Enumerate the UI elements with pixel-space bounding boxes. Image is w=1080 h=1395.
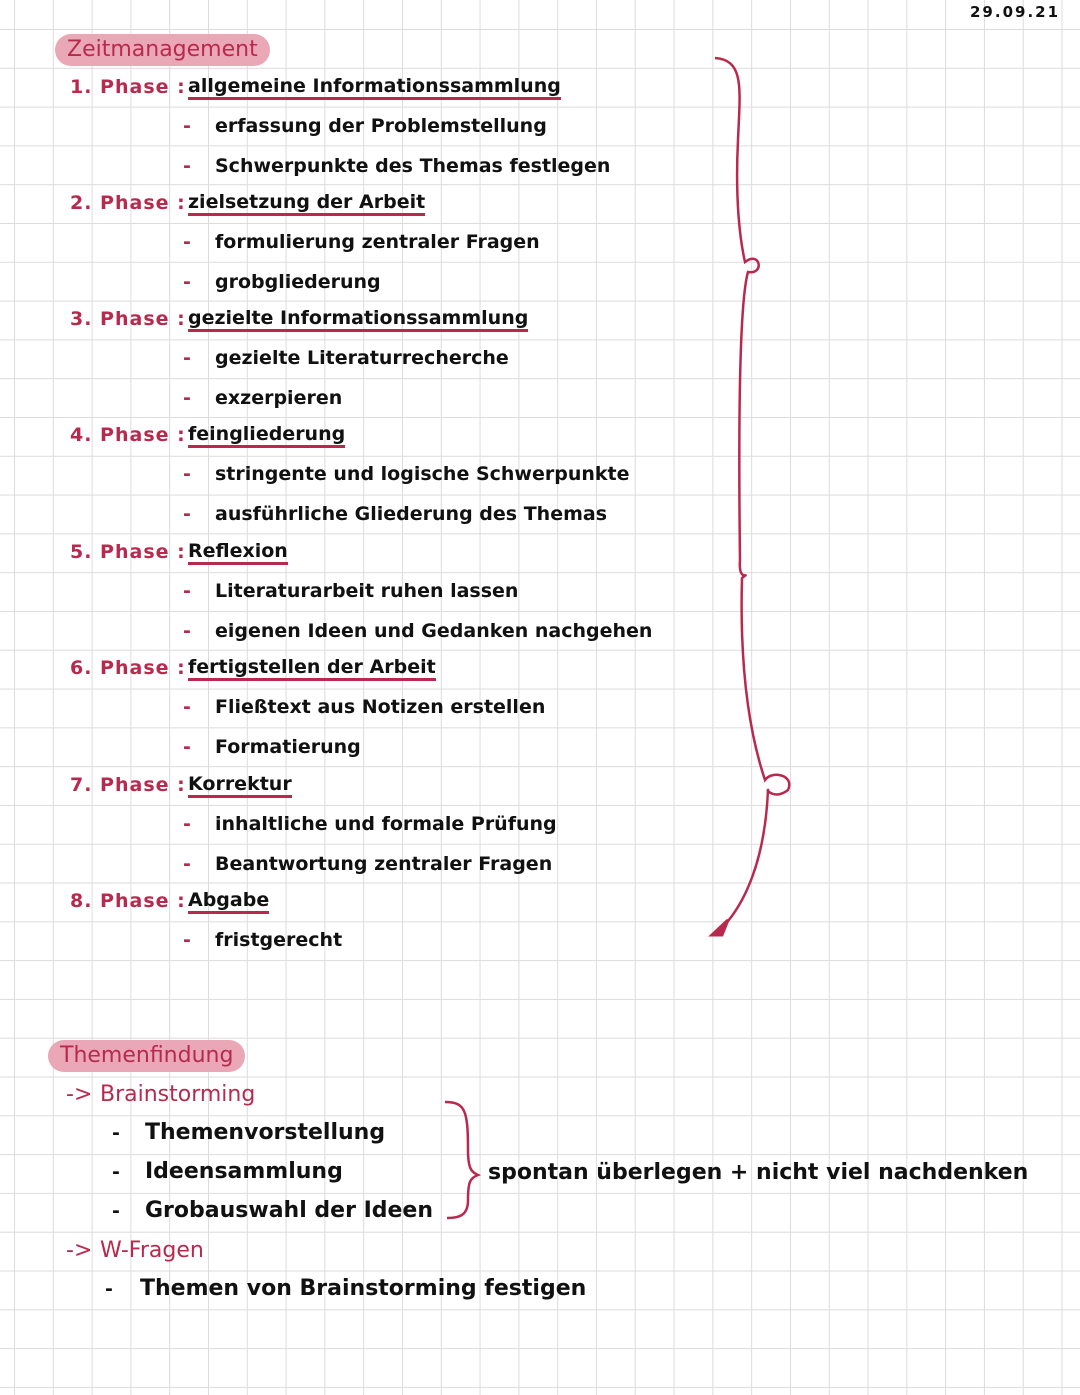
list-item: Fließtext aus Notizen erstellen bbox=[215, 696, 546, 718]
phase-topic: gezielte Informationssammlung bbox=[188, 309, 528, 332]
dash: - bbox=[183, 387, 191, 409]
dash: - bbox=[183, 853, 191, 875]
list-item: stringente und logische Schwerpunkte bbox=[215, 463, 630, 485]
dash: - bbox=[183, 347, 191, 369]
phase-label: 1. Phase : bbox=[70, 76, 186, 98]
list-item: Schwerpunkte des Themas festlegen bbox=[215, 155, 611, 177]
phase-topic: allgemeine Informationssammlung bbox=[188, 77, 561, 100]
section-title-zeitmanagement: Zeitmanagement bbox=[55, 34, 270, 66]
dash: - bbox=[183, 271, 191, 293]
phase-label: 4. Phase : bbox=[70, 424, 186, 446]
dash: - bbox=[112, 1200, 120, 1222]
list-item: Ideensammlung bbox=[145, 1159, 343, 1184]
dash: - bbox=[183, 580, 191, 602]
phase-label: 5. Phase : bbox=[70, 541, 186, 563]
curly-brace bbox=[715, 58, 789, 930]
phase-topic: fertigstellen der Arbeit bbox=[188, 658, 436, 681]
dash: - bbox=[112, 1122, 120, 1144]
list-item: Beantwortung zentraler Fragen bbox=[215, 853, 553, 875]
phase-label: 7. Phase : bbox=[70, 774, 186, 796]
phase-topic: feingliederung bbox=[188, 425, 345, 448]
arrow-head-icon bbox=[712, 920, 728, 935]
phase-topic: Abgabe bbox=[188, 891, 269, 914]
list-item: erfassung der Problemstellung bbox=[215, 115, 547, 137]
brainstorming-note: spontan überlegen + nicht viel nachdenken bbox=[488, 1160, 1029, 1185]
list-item: Grobauswahl der Ideen bbox=[145, 1198, 434, 1223]
list-item: Themenvorstellung bbox=[145, 1120, 386, 1145]
phase-topic: Korrektur bbox=[188, 775, 292, 798]
dash: - bbox=[183, 813, 191, 835]
dash: - bbox=[183, 503, 191, 525]
list-item: fristgerecht bbox=[215, 929, 343, 951]
list-item: formulierung zentraler Fragen bbox=[215, 231, 540, 253]
dash: - bbox=[183, 696, 191, 718]
dash: - bbox=[183, 463, 191, 485]
list-item: gezielte Literaturrecherche bbox=[215, 347, 509, 369]
list-item: Themen von Brainstorming festigen bbox=[140, 1276, 587, 1301]
phase-label: 8. Phase : bbox=[70, 890, 186, 912]
arrow-icon: -> bbox=[66, 1082, 93, 1107]
arrow-icon: -> bbox=[66, 1238, 93, 1263]
phase-label: 3. Phase : bbox=[70, 308, 186, 330]
dash: - bbox=[183, 115, 191, 137]
phase-label: 6. Phase : bbox=[70, 657, 186, 679]
dash: - bbox=[183, 736, 191, 758]
list-item: inhaltliche und formale Prüfung bbox=[215, 813, 557, 835]
list-item: Formatierung bbox=[215, 736, 361, 758]
list-item: eigenen Ideen und Gedanken nachgehen bbox=[215, 620, 653, 642]
dash: - bbox=[183, 620, 191, 642]
date: 29.09.21 bbox=[970, 3, 1061, 21]
dash: - bbox=[105, 1278, 113, 1300]
list-item: exzerpieren bbox=[215, 387, 343, 409]
list-item: Literaturarbeit ruhen lassen bbox=[215, 580, 519, 602]
dash: - bbox=[183, 929, 191, 951]
phase-topic: Reflexion bbox=[188, 542, 288, 565]
list-item: grobgliederung bbox=[215, 271, 381, 293]
section-title-themenfindung: Themenfindung bbox=[48, 1040, 245, 1072]
phase-topic: zielsetzung der Arbeit bbox=[188, 193, 425, 216]
phase-label: 2. Phase : bbox=[70, 192, 186, 214]
brainstorming-heading: Brainstorming bbox=[100, 1082, 256, 1107]
wfragen-heading: W-Fragen bbox=[100, 1238, 204, 1263]
list-item: ausführliche Gliederung des Themas bbox=[215, 503, 608, 525]
dash: - bbox=[183, 155, 191, 177]
dash: - bbox=[183, 231, 191, 253]
brace-brainstorming bbox=[445, 1102, 478, 1218]
dash: - bbox=[112, 1161, 120, 1183]
